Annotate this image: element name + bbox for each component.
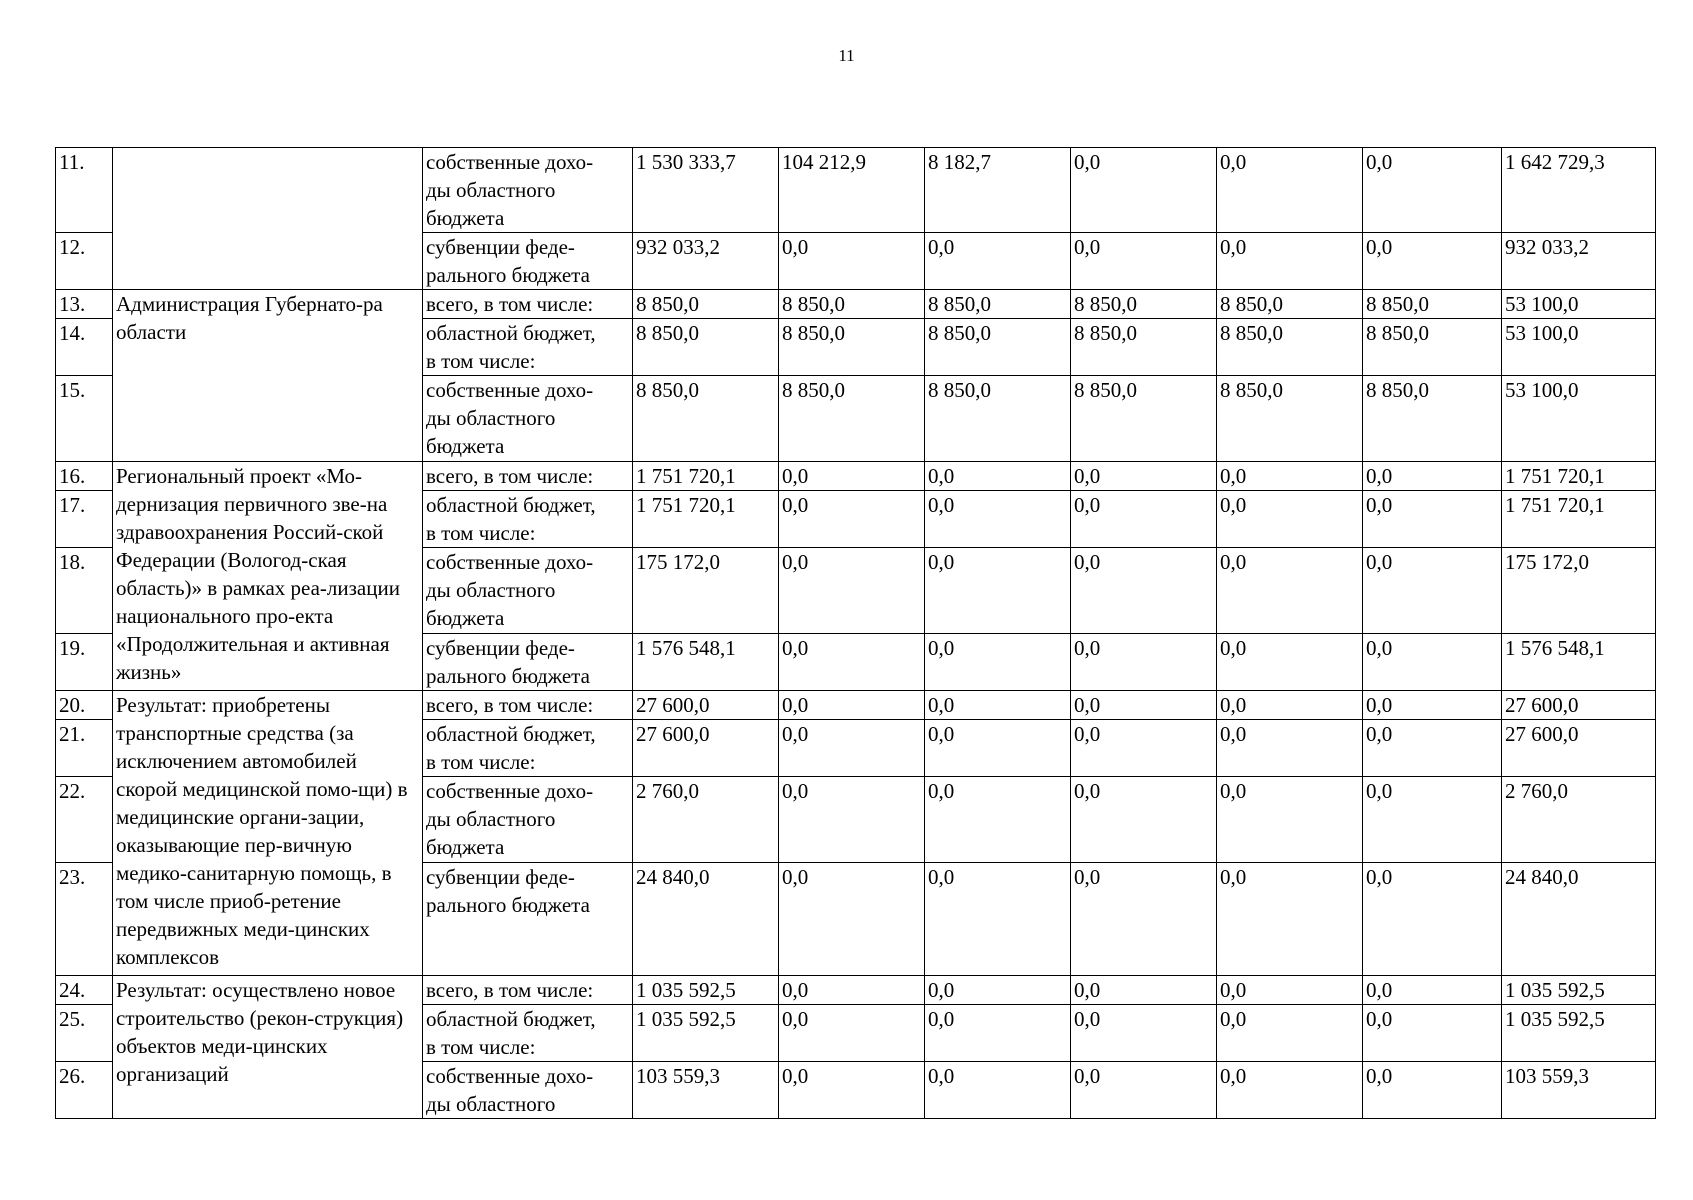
value-cell: 0,0 [1071, 634, 1217, 691]
value-cell: 0,0 [779, 233, 925, 290]
row-number: 18. [56, 548, 113, 634]
value-cell: 0,0 [1217, 148, 1363, 233]
value-cell: 0,0 [1363, 491, 1502, 548]
value-cell: 0,0 [779, 863, 925, 976]
row-number: 13. [56, 290, 113, 319]
value-cell: 0,0 [1363, 634, 1502, 691]
row-number: 15. [56, 376, 113, 462]
value-cell: 1 035 592,5 [633, 1005, 779, 1062]
value-cell: 8 850,0 [1217, 290, 1363, 319]
value-cell: 0,0 [1071, 148, 1217, 233]
value-cell: 0,0 [1217, 462, 1363, 491]
value-cell: 0,0 [925, 777, 1071, 863]
value-cell: 0,0 [1071, 491, 1217, 548]
value-cell: 0,0 [779, 1005, 925, 1062]
table-row [56, 148, 1656, 233]
total-cell: 27 600,0 [1502, 720, 1656, 777]
value-cell: 27 600,0 [633, 691, 779, 720]
value-cell: 0,0 [1071, 976, 1217, 1005]
value-cell: 8 850,0 [1217, 319, 1363, 376]
value-cell: 0,0 [1217, 691, 1363, 720]
value-cell: 0,0 [1071, 462, 1217, 491]
value-cell: 0,0 [925, 462, 1071, 491]
total-cell: 1 035 592,5 [1502, 976, 1656, 1005]
total-cell: 2 760,0 [1502, 777, 1656, 863]
value-cell: 8 850,0 [925, 290, 1071, 319]
row-number: 25. [56, 1005, 113, 1062]
funding-source: всего, в том числе: [423, 976, 633, 1005]
value-cell: 0,0 [1363, 462, 1502, 491]
funding-source: субвенции феде- рального бюджета [423, 863, 633, 976]
value-cell: 0,0 [1217, 976, 1363, 1005]
funding-source: областной бюджет, в том числе: [423, 1005, 633, 1062]
value-cell: 0,0 [1071, 233, 1217, 290]
value-cell: 0,0 [1217, 777, 1363, 863]
value-cell: 1 751 720,1 [633, 491, 779, 548]
value-cell: 0,0 [925, 1062, 1071, 1119]
row-number: 19. [56, 634, 113, 691]
total-cell: 53 100,0 [1502, 319, 1656, 376]
value-cell: 8 850,0 [633, 290, 779, 319]
value-cell: 0,0 [1217, 634, 1363, 691]
value-cell: 0,0 [779, 1062, 925, 1119]
value-cell: 0,0 [1363, 1005, 1502, 1062]
value-cell: 0,0 [1363, 976, 1502, 1005]
value-cell: 1 035 592,5 [633, 976, 779, 1005]
value-cell: 1 530 333,7 [633, 148, 779, 233]
value-cell: 8 850,0 [1363, 376, 1502, 462]
value-cell: 104 212,9 [779, 148, 925, 233]
total-cell: 175 172,0 [1502, 548, 1656, 634]
value-cell: 8 850,0 [1071, 290, 1217, 319]
value-cell: 0,0 [1363, 691, 1502, 720]
funding-source: областной бюджет, в том числе: [423, 491, 633, 548]
row-number: 11. [56, 148, 113, 233]
value-cell: 0,0 [779, 691, 925, 720]
program-name: Результат: приобретены транспортные средства (за исключением автомобилей скорой медицинской помо-щи) в медицинские органи-зации, оказывающие пер-вичную медико-санитарную помощь, в том числе приоб-ретение передвижных меди-цинских комплексов [113, 691, 423, 976]
value-cell: 0,0 [779, 491, 925, 548]
row-number: 22. [56, 777, 113, 863]
value-cell: 0,0 [1071, 1062, 1217, 1119]
program-name [113, 148, 423, 290]
value-cell: 0,0 [925, 863, 1071, 976]
value-cell: 8 850,0 [779, 290, 925, 319]
value-cell: 8 850,0 [925, 376, 1071, 462]
value-cell: 0,0 [779, 634, 925, 691]
page-number: 11 [838, 46, 855, 65]
funding-source: всего, в том числе: [423, 691, 633, 720]
total-cell: 1 751 720,1 [1502, 491, 1656, 548]
value-cell: 0,0 [1217, 1005, 1363, 1062]
total-cell: 103 559,3 [1502, 1062, 1656, 1119]
total-cell: 53 100,0 [1502, 290, 1656, 319]
value-cell: 0,0 [779, 548, 925, 634]
value-cell: 0,0 [1363, 548, 1502, 634]
value-cell: 0,0 [1363, 148, 1502, 233]
value-cell: 0,0 [1363, 720, 1502, 777]
budget-table [55, 147, 1656, 1119]
value-cell: 0,0 [1071, 691, 1217, 720]
funding-source: всего, в том числе: [423, 462, 633, 491]
total-cell: 1 576 548,1 [1502, 634, 1656, 691]
program-name: Региональный проект «Мо-дернизация первичного зве-на здравоохранения Россий-ской Федерации (Вологод-ская область)» в рамках реа-лизации национального про-екта «Продолжительная и активная жизнь» [113, 462, 423, 691]
row-number: 23. [56, 863, 113, 976]
value-cell: 8 850,0 [1071, 376, 1217, 462]
table-row [56, 976, 1656, 1005]
value-cell: 103 559,3 [633, 1062, 779, 1119]
value-cell: 0,0 [1363, 863, 1502, 976]
funding-source: собственные дохо- ды областного бюджета [423, 148, 633, 233]
value-cell: 8 850,0 [925, 319, 1071, 376]
value-cell: 0,0 [779, 462, 925, 491]
funding-source: собственные дохо- ды областного [423, 1062, 633, 1119]
value-cell: 0,0 [1071, 777, 1217, 863]
value-cell: 0,0 [1217, 863, 1363, 976]
value-cell: 932 033,2 [633, 233, 779, 290]
value-cell: 8 850,0 [1363, 290, 1502, 319]
value-cell: 0,0 [925, 548, 1071, 634]
total-cell: 1 751 720,1 [1502, 462, 1656, 491]
value-cell: 0,0 [779, 976, 925, 1005]
value-cell: 8 850,0 [1217, 376, 1363, 462]
table-row [56, 290, 1656, 319]
row-number: 26. [56, 1062, 113, 1119]
value-cell: 8 850,0 [779, 376, 925, 462]
funding-source: собственные дохо- ды областного бюджета [423, 376, 633, 462]
row-number: 12. [56, 233, 113, 290]
value-cell: 0,0 [925, 976, 1071, 1005]
row-number: 20. [56, 691, 113, 720]
value-cell: 0,0 [925, 634, 1071, 691]
funding-source: всего, в том числе: [423, 290, 633, 319]
program-name: Администрация Губернато-ра области [113, 290, 423, 462]
value-cell: 27 600,0 [633, 720, 779, 777]
value-cell: 0,0 [779, 720, 925, 777]
total-cell: 1 642 729,3 [1502, 148, 1656, 233]
funding-source: областной бюджет, в том числе: [423, 720, 633, 777]
total-cell: 53 100,0 [1502, 376, 1656, 462]
total-cell: 24 840,0 [1502, 863, 1656, 976]
total-cell: 27 600,0 [1502, 691, 1656, 720]
value-cell: 0,0 [925, 491, 1071, 548]
value-cell: 8 850,0 [633, 376, 779, 462]
value-cell: 8 850,0 [1071, 319, 1217, 376]
value-cell: 1 751 720,1 [633, 462, 779, 491]
row-number: 16. [56, 462, 113, 491]
value-cell: 0,0 [1363, 1062, 1502, 1119]
value-cell: 0,0 [1071, 863, 1217, 976]
funding-source: собственные дохо- ды областного бюджета [423, 777, 633, 863]
value-cell: 0,0 [1363, 777, 1502, 863]
value-cell: 8 850,0 [633, 319, 779, 376]
funding-source: субвенции феде- рального бюджета [423, 634, 633, 691]
value-cell: 0,0 [925, 233, 1071, 290]
funding-source: областной бюджет, в том числе: [423, 319, 633, 376]
table-row [56, 462, 1656, 491]
funding-source: субвенции феде- рального бюджета [423, 233, 633, 290]
funding-source: собственные дохо- ды областного бюджета [423, 548, 633, 634]
value-cell: 0,0 [1217, 233, 1363, 290]
value-cell: 2 760,0 [633, 777, 779, 863]
value-cell: 0,0 [779, 777, 925, 863]
value-cell: 0,0 [1071, 1005, 1217, 1062]
total-cell: 932 033,2 [1502, 233, 1656, 290]
value-cell: 0,0 [1071, 548, 1217, 634]
value-cell: 0,0 [1217, 1062, 1363, 1119]
row-number: 21. [56, 720, 113, 777]
row-number: 14. [56, 319, 113, 376]
program-name: Результат: осуществлено новое строительство (рекон-струкция) объектов меди-цинских организаций [113, 976, 423, 1119]
value-cell: 0,0 [925, 1005, 1071, 1062]
value-cell: 8 182,7 [925, 148, 1071, 233]
table-row [56, 691, 1656, 720]
value-cell: 0,0 [1217, 548, 1363, 634]
value-cell: 0,0 [1071, 720, 1217, 777]
value-cell: 0,0 [925, 720, 1071, 777]
value-cell: 0,0 [1217, 491, 1363, 548]
value-cell: 8 850,0 [1363, 319, 1502, 376]
value-cell: 0,0 [925, 691, 1071, 720]
value-cell: 175 172,0 [633, 548, 779, 634]
value-cell: 24 840,0 [633, 863, 779, 976]
row-number: 17. [56, 491, 113, 548]
value-cell: 1 576 548,1 [633, 634, 779, 691]
total-cell: 1 035 592,5 [1502, 1005, 1656, 1062]
value-cell: 8 850,0 [779, 319, 925, 376]
value-cell: 0,0 [1217, 720, 1363, 777]
value-cell: 0,0 [1363, 233, 1502, 290]
row-number: 24. [56, 976, 113, 1005]
